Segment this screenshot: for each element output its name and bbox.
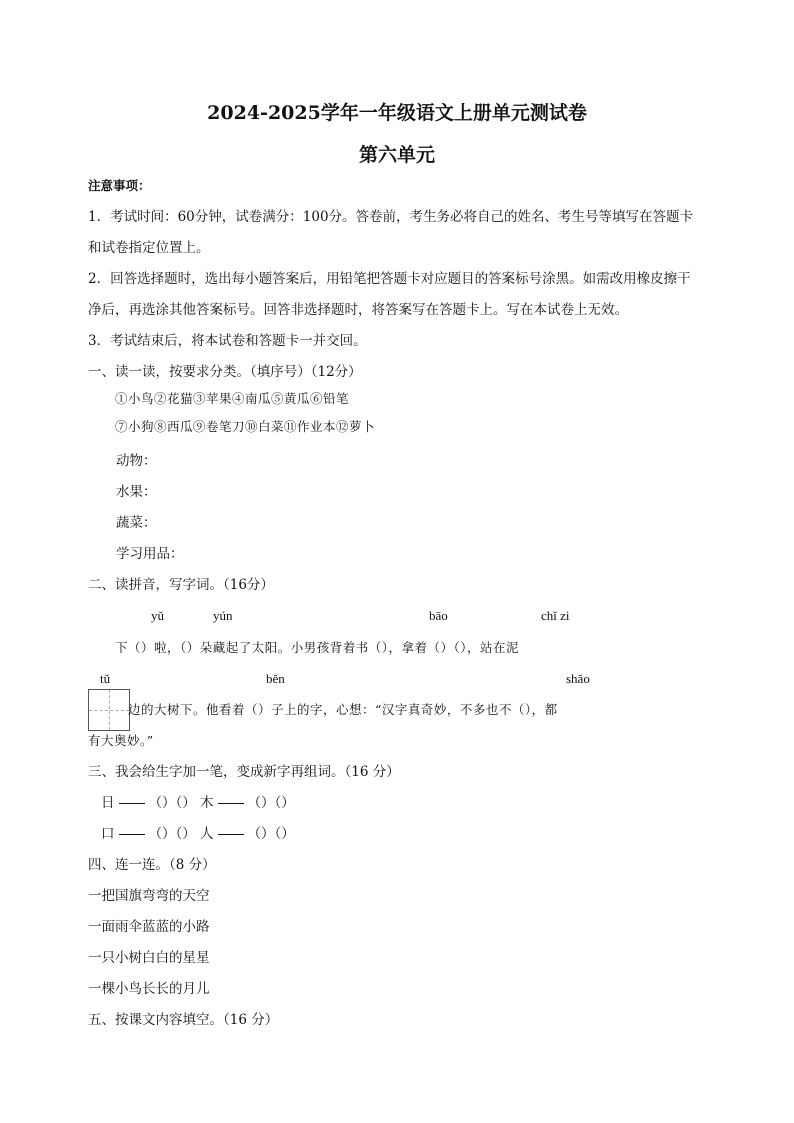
page-subtitle: 第六单元: [358, 144, 435, 166]
pinyin-chizi: chǐ zi: [541, 608, 570, 623]
q3-blank: （）（）: [148, 826, 196, 842]
pinyin-bao: bāo: [429, 608, 448, 623]
notice-item-3: 3．考试结束后，将本试卷和答题卡一并交回。: [88, 333, 367, 349]
q1-fruits-label: 水果：: [116, 484, 157, 500]
page-title: 2024-2025学年一年级语文上册单元测试卷: [207, 102, 587, 124]
pinyin-shao: shǎo: [566, 671, 590, 686]
q4-row: 一面雨伞蓝蓝的小路: [88, 919, 210, 935]
q3-row-1: [101, 795, 295, 811]
notice-item-1-cont: 和试卷指定位置上。: [88, 240, 210, 256]
q3-blank: （）（）: [247, 795, 295, 811]
question-2-heading: 二、读拼音，写字词。（16分）: [88, 577, 274, 593]
q3-char-mu: 木: [200, 795, 214, 811]
q1-items-line-1: ①小鸟②花猫③苹果④南瓜⑤黄瓜⑥铅笔: [115, 391, 350, 406]
dash-line: [119, 803, 145, 804]
tian-zi-grid-box[interactable]: [88, 689, 130, 731]
q4-row: 一把国旗弯弯的天空: [88, 888, 210, 904]
q1-items-line-2: ⑦小狗⑧西瓜⑨卷笔刀⑩白菜⑪作业本⑫萝卜: [115, 419, 376, 434]
q3-char-kou: 口: [101, 826, 115, 842]
q3-blank: （）（）: [247, 826, 295, 842]
pinyin-tu: tǔ: [100, 671, 111, 686]
q1-animals-label: 动物：: [116, 453, 157, 469]
pinyin-ben: běn: [266, 671, 285, 686]
dash-line: [218, 803, 244, 804]
notice-item-2: 2．回答选择题时，选出每小题答案后，用铅笔把答题卡对应题目的答案标号涂黑。如需改用橡皮擦干: [88, 271, 691, 287]
q3-blank: （）（）: [148, 795, 196, 811]
q1-vegetables-label: 蔬菜：: [116, 515, 157, 531]
q3-char-ri: 日: [101, 795, 115, 811]
pinyin-yu: yǔ: [151, 608, 164, 623]
q3-row-2: [101, 826, 295, 842]
notice-item-1: 1．考试时间：60分钟，试卷满分：100分。答卷前，考生务必将自己的姓名、考生号等填写在答题卡: [88, 209, 694, 225]
notice-item-2-cont: 净后，再选涂其他答案标号。回答非选择题时，将答案写在答题卡上。写在本试卷上无效。: [88, 302, 628, 318]
q1-supplies-label: 学习用品：: [116, 546, 184, 562]
q2-sentence-3: 有大奥妙。”: [88, 733, 154, 748]
q4-row: 一只小树白白的星星: [88, 950, 210, 966]
notice-heading: 注意事项：: [88, 178, 151, 193]
q2-sentence-1: 下（）啦，（）朵藏起了太阳。小男孩背着书（），拿着（）（），站在泥: [115, 640, 520, 655]
question-4-heading: 四、连一连。（8 分）: [88, 857, 216, 873]
pinyin-yun: yún: [213, 608, 233, 623]
q4-row: 一棵小鸟长长的月儿: [88, 981, 210, 997]
q2-sentence-2: 边的大树下。他看着（）子上的字，心想：“汉字真奇妙，不多也不（），都: [128, 702, 558, 717]
q3-char-ren: 人: [200, 826, 214, 842]
question-5-heading: 五、按课文内容填空。（16 分）: [88, 1012, 279, 1028]
dash-line: [218, 834, 244, 835]
dash-line: [119, 834, 145, 835]
question-1-heading: 一、读一读，按要求分类。（填序号）（12分）: [88, 364, 362, 380]
question-3-heading: 三、我会给生字加一笔，变成新字再组词。（16 分）: [88, 764, 400, 780]
